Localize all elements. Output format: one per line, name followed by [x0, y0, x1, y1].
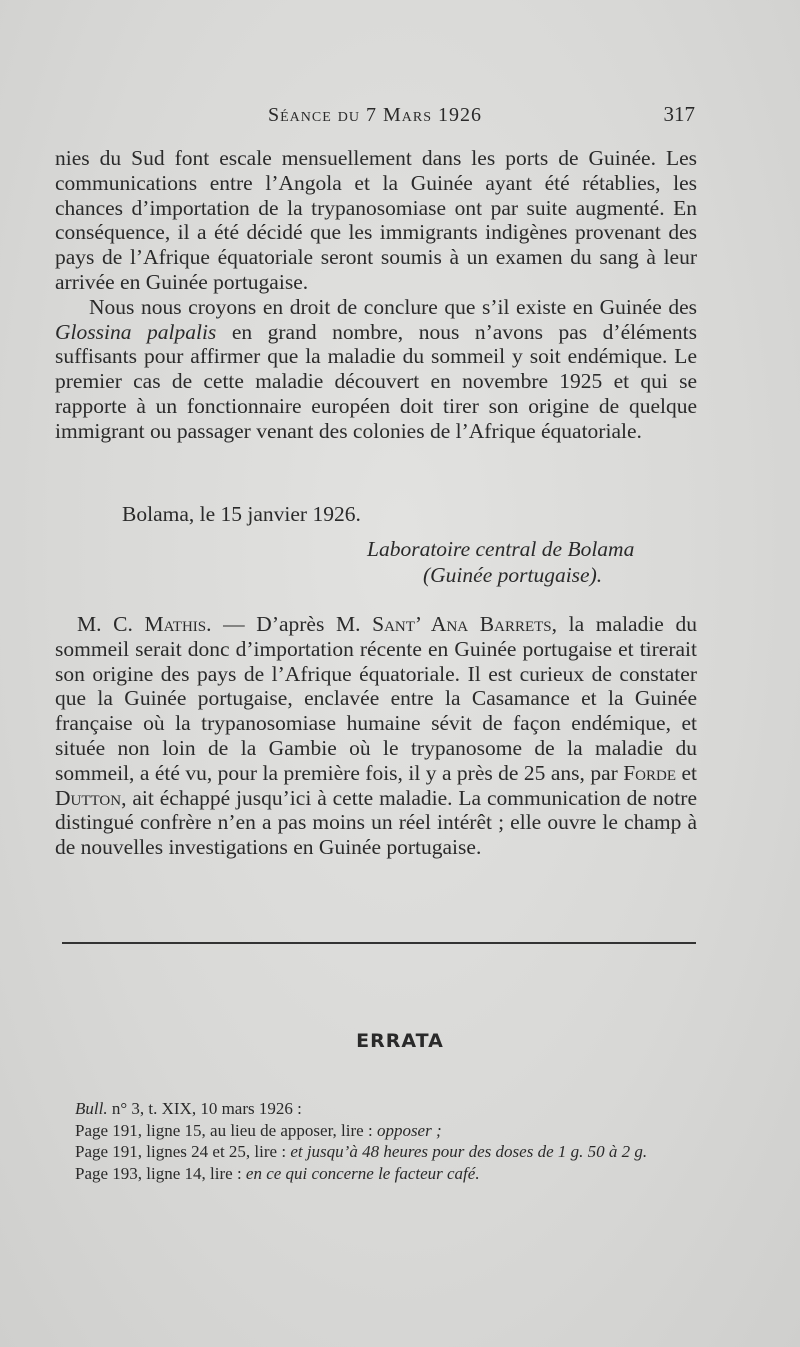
author-forde: Forde — [623, 760, 677, 785]
discussion-paragraph — [55, 612, 697, 860]
line3-correction: en ce qui concerne le facteur café. — [245, 1163, 480, 1183]
disc-text-b: , la maladie du sommeil serait donc d’importation récente en Guinée portugaise et tirerait son origine des pays de l’Afrique équatoriale. Il est curieux de constater que la Guinée portugaise, enclavée entre la Casamance et la Guinée française où la trypanosomiase humaine sévit de façon endémique, et située non loin de la Gambie où le trypanosome de la maladie du sommeil, a été vu, pour la première fois, il y a près de 25 ans, par — [55, 612, 697, 785]
errata-reference — [55, 1098, 697, 1120]
paragraph-1: nies du Sud font escale mensuellement dans les ports de Guinée. Les communications entre l’Angola et la Guinée ayant été rétablies, les chances d’importation de la trypanosomiase ont par suite augmenté. En conséquence, il a été décidé que les immigrants indigènes provenant des pays de l’Afrique équatoriale seront soumis à un examen du sang à leur arrivée en Guinée portugaise. — [55, 146, 697, 294]
line1-text: Page 191, ligne 15, au lieu de apposer, lire : — [75, 1120, 377, 1140]
page-number: 317 — [663, 102, 695, 126]
errata-list — [55, 1098, 697, 1184]
place-date: Bolama, le 15 janvier 1926. — [122, 502, 361, 526]
section-divider — [62, 942, 696, 944]
species-name: Glossina palpalis — [55, 319, 217, 344]
line1-correction: opposer ; — [376, 1120, 442, 1140]
disc-text-a: — D’après M. — [211, 612, 373, 636]
body-text — [55, 146, 697, 444]
ref-rest: n° 3, t. XIX, 10 mars 1926 : — [107, 1099, 302, 1118]
page-header — [55, 100, 695, 134]
bull-abbrev: Bull. — [75, 1099, 108, 1118]
line2-correction: et jusqu’à 48 heures pour des doses de 1 g. 50 à 2 g. — [290, 1142, 648, 1161]
p2-text-a: Nous nous croyons en droit de conclure que s’il existe en Guinée des — [89, 294, 697, 319]
discussion — [55, 612, 697, 860]
speaker-name: M. C. Mathis. — [77, 612, 212, 636]
line2-text: Page 191, lignes 24 et 25, lire : — [75, 1142, 291, 1161]
errata-title: ERRATA — [356, 1030, 444, 1052]
author-name: Sant’ Ana Barrets — [372, 612, 552, 636]
paragraph-2 — [55, 295, 697, 444]
errata-line-1 — [55, 1120, 697, 1142]
disc-text-d: , ait échappé jusqu’ici à cette maladie. La communication de notre distingué confrère n’en a pas moins un réel intérêt ; elle ouvre le champ à de nouvelles investigations en Guinée portugaise. — [55, 785, 697, 860]
p2-text-b: en grand nombre, nous n’avons pas d’éléments suffisants pour affirmer que la maladie du sommeil y soit endémique. Le premier cas de cette maladie découvert en novembre 1925 et qui se rapporte à un fonctionnaire européen doit tirer son origine de quelque immigrant ou passager venant des colonies de l’Afrique équatoriale. — [55, 319, 697, 443]
errata-line-2 — [55, 1141, 697, 1163]
author-dutton: Dutton — [55, 785, 122, 810]
lab-line-2: (Guinée portugaise). — [423, 563, 603, 587]
lab-line-1: Laboratoire central de Bolama — [367, 537, 635, 561]
errata-line-3 — [55, 1163, 697, 1185]
running-head: Séance du 7 Mars 1926 — [267, 104, 483, 126]
line3-text: Page 193, ligne 14, lire : — [75, 1163, 246, 1183]
disc-text-c: et — [676, 760, 697, 785]
